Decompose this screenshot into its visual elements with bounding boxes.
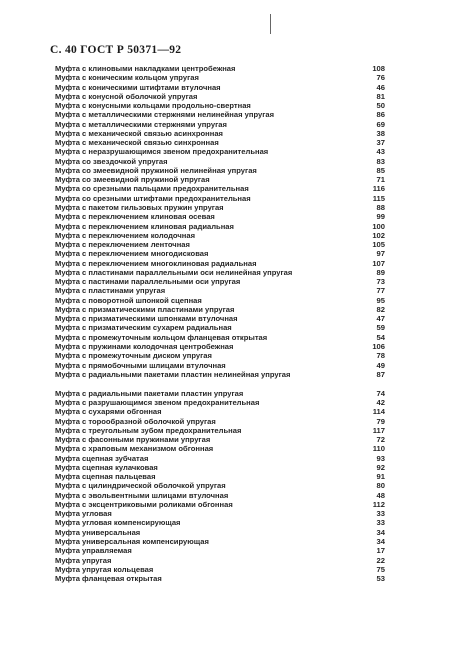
index-entry [55,194,385,203]
entry-name: Муфта универсальная [55,527,141,537]
entry-name: Муфта угловая компенсирующая [55,518,181,528]
entry-name: Муфта с переключением клиновая осевая [55,212,215,222]
entry-name: Муфта с радиальными пакетами пластин нелинейная упругая [55,369,291,379]
index-entry [55,574,385,583]
index-entry [55,64,385,73]
entry-page-number: 33 [376,518,385,528]
entry-name: Муфта с конусными кольцами продольно-свертная [55,101,251,111]
index-entry [55,268,385,277]
index-entry [55,222,385,231]
index-entry [55,212,385,221]
entry-page-number: 54 [376,332,385,342]
index-entry [55,435,385,444]
entry-page-number: 49 [376,360,385,370]
entry-name: Муфта со змеевидной пружиной упругая [55,175,210,185]
entry-name: Муфта с переключением многодисковая [55,249,209,259]
entry-page-number: 76 [376,73,385,83]
entry-name: Муфта с механической связью синхронная [55,138,219,148]
entry-name: Муфта с пружинами колодочная центробежная [55,341,234,351]
entry-name: Муфта с переключением ленточная [55,240,190,250]
entry-name: Муфта сцепная пальцевая [55,472,156,482]
entry-page-number: 75 [376,564,385,574]
entry-name: Муфта управляемая [55,546,132,556]
entry-name: Муфта с пластинами упругая [55,286,166,296]
index-entry [55,407,385,416]
index-entry [55,259,385,268]
entry-name: Муфта с металлическими стержнями упругая [55,119,227,129]
entry-name: Муфта с коническими штифтами втулочная [55,82,221,92]
entry-page-number: 93 [376,453,385,463]
entry-name: Муфта универсальная компенсирующая [55,537,209,547]
index-entry [55,342,385,351]
index-entry [55,157,385,166]
index-entry [55,286,385,295]
entry-page-number: 110 [372,444,385,454]
entry-name: Муфта фланцевая открытая [55,574,162,584]
entry-name: Муфта с эксцентриковыми роликами обгонная [55,499,233,509]
index-entry [55,129,385,138]
index-entry [55,370,385,389]
index-entry [55,509,385,518]
index-entry [55,296,385,305]
entry-name: Муфта с призматическими пластинами упругая [55,304,235,314]
entry-page-number: 22 [376,555,385,565]
entry-page-number: 74 [376,388,385,398]
index-entry [55,481,385,490]
index-entry [55,175,385,184]
entry-name: Муфта упругая кольцевая [55,564,154,574]
entry-name: Муфта со звездочкой упругая [55,156,168,166]
index-entry [55,463,385,472]
entry-page-number: 17 [376,546,385,556]
index-entry [55,138,385,147]
entry-name: Муфта со срезными пальцами предохранительная [55,184,249,194]
entry-name: Муфта с металлическими стержнями нелинейная упругая [55,110,275,120]
entry-name: Муфта сцепная зубчатая [55,453,149,463]
index-entry [55,361,385,370]
index-entry [55,249,385,258]
entry-page-number: 89 [376,267,385,277]
entry-name: Муфта с поворотной шпонкой сцепная [55,295,202,305]
index-entry [55,231,385,240]
entry-page-number: 86 [376,110,385,120]
entry-page-number: 81 [376,91,385,101]
index-entry [55,277,385,286]
entry-page-number: 73 [376,277,385,287]
entry-name: Муфта с промежуточным кольцом фланцевая открытая [55,332,268,342]
entry-page-number: 92 [376,462,385,472]
index-entry [55,110,385,119]
entry-name: Муфта с сухарями обгонная [55,407,162,417]
entry-page-number: 47 [376,314,385,324]
entry-name: Муфта с коническим кольцом упругая [55,73,199,83]
index-entry [55,92,385,101]
entry-name: Муфта с переключением клиновая радиальная [55,221,234,231]
index-entry [55,323,385,332]
index-entry [55,417,385,426]
index-entry [55,565,385,574]
entry-page-number: 69 [376,119,385,129]
entry-page-number: 80 [376,481,385,491]
entry-page-number: 48 [376,490,385,500]
entry-page-number: 53 [376,574,385,584]
index-entry [55,184,385,193]
entry-name: Муфта с пастинами параллельными оси упругая [55,277,241,287]
index-entry [55,491,385,500]
entry-name: Муфта с переключением колодочная [55,230,196,240]
entry-name: Муфта с призматическими шпонками втулочная [55,314,238,324]
entry-page-number: 37 [376,138,385,148]
entry-page-number: 71 [376,175,385,185]
entry-page-number: 95 [376,295,385,305]
index-entry [55,203,385,212]
index-entry [55,101,385,110]
entry-page-number: 117 [372,425,385,435]
entry-name: Муфта сцепная кулачковая [55,462,158,472]
entry-page-number: 106 [372,341,385,351]
entry-name: Муфта с эвольвентными шлицами втулочная [55,490,229,500]
entry-page-number: 108 [372,64,385,73]
entry-name: Муфта с фасонными пружинами упругая [55,435,211,445]
index-entry [55,305,385,314]
index-list [55,64,385,583]
entry-page-number: 34 [376,527,385,537]
entry-name: Муфта с механической связью асинхронная [55,128,223,138]
entry-name: Муфта с радиальными пакетами пластин упругая [55,388,244,398]
entry-page-number: 102 [372,230,385,240]
index-entry [55,166,385,175]
entry-name: Муфта с торообразной оболочкой упругая [55,416,216,426]
index-entry [55,556,385,565]
index-entry [55,472,385,481]
entry-page-number: 42 [376,398,385,408]
entry-page-number: 99 [376,212,385,222]
entry-name: Муфта с конусной оболочкой упругая [55,91,198,101]
entry-name: Муфта угловая [55,509,112,519]
index-entry [55,500,385,509]
entry-page-number: 105 [372,240,385,250]
margin-mark [270,14,271,34]
entry-name: Муфта с прямобочными шлицами втулочная [55,360,226,370]
index-entry [55,120,385,129]
index-entry [55,426,385,435]
entry-page-number: 78 [376,351,385,361]
entry-name: Муфта с треугольным зубом предохранительная [55,425,242,435]
index-entry [55,147,385,156]
entry-name: Муфта с переключением многоклиновая радиальная [55,258,257,268]
entry-page-number: 91 [376,472,385,482]
entry-page-number: 88 [376,202,385,212]
entry-page-number: 79 [376,416,385,426]
entry-page-number: 72 [376,435,385,445]
index-entry [55,333,385,342]
entry-name: Муфта с клиновыми накладками центробежная [55,64,236,73]
index-entry [55,454,385,463]
index-entry [55,73,385,82]
entry-name: Муфта с пластинами параллельными оси нелинейная упругая [55,267,293,277]
index-entry [55,314,385,323]
entry-page-number: 82 [376,304,385,314]
entry-page-number: 116 [372,184,385,194]
entry-page-number: 100 [372,221,385,231]
entry-name: Муфта с пакетом гильзовых пружин упругая [55,202,224,212]
entry-page-number: 77 [376,286,385,296]
entry-name: Муфта упругая [55,555,112,565]
entry-page-number: 112 [372,499,385,509]
entry-name: Муфта со срезными штифтами предохранительная [55,193,251,203]
entry-name: Муфта с призматическим сухарем радиальная [55,323,232,333]
entry-name: Муфта со змеевидной пружиной нелинейная упругая [55,165,257,175]
entry-name: Муфта с цилиндрической оболочкой упругая [55,481,226,491]
index-entry [55,546,385,555]
index-entry [55,83,385,92]
entry-page-number: 85 [376,165,385,175]
entry-page-number: 34 [376,537,385,547]
index-entry [55,351,385,360]
entry-page-number: 33 [376,509,385,519]
index-entry [55,389,385,398]
entry-name: Муфта с промежуточным диском упругая [55,351,212,361]
entry-page-number: 115 [372,193,385,203]
index-entry [55,444,385,453]
entry-page-number: 46 [376,82,385,92]
entry-page-number: 97 [376,249,385,259]
page-header: С. 40 ГОСТ Р 50371—92 [50,44,182,56]
entry-name: Муфта с разрушающимся звеном предохранительная [55,398,260,408]
entry-page-number: 87 [376,369,385,379]
index-entry [55,240,385,249]
entry-page-number: 50 [376,101,385,111]
entry-page-number: 43 [376,147,385,157]
entry-page-number: 83 [376,156,385,166]
index-entry [55,537,385,546]
entry-name: Муфта с неразрушающимся звеном предохранительная [55,147,269,157]
index-entry [55,518,385,527]
entry-page-number: 38 [376,128,385,138]
entry-page-number: 59 [376,323,385,333]
entry-page-number: 114 [372,407,385,417]
index-entry [55,528,385,537]
index-entry [55,398,385,407]
entry-page-number: 107 [372,258,385,268]
entry-name: Муфта с храповым механизмом обгонная [55,444,214,454]
